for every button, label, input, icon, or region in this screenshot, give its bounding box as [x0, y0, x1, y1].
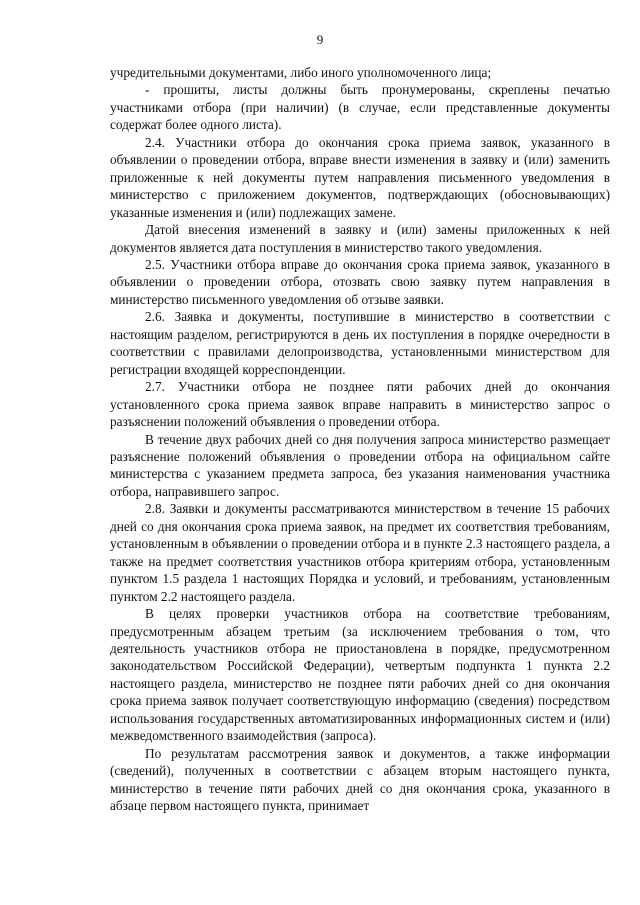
paragraph: Датой внесения изменений в заявку и (или) замены приложенных к ней документов является дата поступления в министерство такого уведомления.	[110, 222, 610, 255]
paragraph: В течение двух рабочих дней со дня получения запроса министерство размещает разъяснение положений объявления о проведении отбора на официальном сайте министерства с указанием предмета запроса, без указания наименования участника отбора, направившего запрос.	[110, 431, 610, 499]
page-number: 9	[316, 32, 324, 47]
paragraph: По результатам рассмотрения заявок и документов, а также информации (сведений), полученных в соответствии с абзацем вторым настоящего пункта, министерство в течение пяти рабочих дней со дня окончания срока, указанного в абзаце первом настоящего пункта, принимает	[110, 745, 610, 814]
document-body	[110, 64, 610, 814]
paragraph: 2.4. Участники отбора до окончания срока приема заявок, указанного в объявлении о проведении отбора, вправе внести изменения в заявку и (или) заменить приложенные к ней документы путем направления письменного уведомления в министерство с приложением документов, подтверждающих (обосновывающих) указанные изменения и (или) подлежащих замене.	[110, 134, 610, 220]
paragraph: 2.7. Участники отбора не позднее пяти рабочих дней до окончания установленного срока приема заявок вправе направить в министерство запрос о разъяснении положений объявления о проведении отбора.	[110, 379, 610, 430]
paragraph: - прошиты, листы должны быть пронумерованы, скреплены печатью участниками отбора (при наличии) (в случае, если представленные документы содержат более одного листа).	[110, 82, 610, 133]
paragraph: 2.6. Заявка и документы, поступившие в министерство в соответствии с настоящим разделом, регистрируются в день их поступления в порядке очередности в соответствии с правилами делопроизводства, установленными министерством для регистрации входящей корреспонденции.	[110, 309, 610, 377]
paragraph: В целях проверки участников отбора на соответствие требованиям, предусмотренным абзацем третьим (за исключением требования о том, что деятельность участников отбора не приостановлена в порядке, предусмотренном законодательством Российской Федерации), четвертым подпункта 1 пункта 2.2 настоящего раздела, министерство не позднее пяти рабочих дней со дня окончания срока приема заявок получает соответствующую информацию (сведения) посредством использования государственных автоматизированных информационных систем и (или) межведомственного взаимодействия (запроса).	[110, 606, 610, 744]
paragraph: 2.5. Участники отбора вправе до окончания срока приема заявок, указанного в объявлении о проведении отбора, отозвать свою заявку путем направления в министерство письменного уведомления об отзыве заявки.	[110, 256, 610, 307]
paragraph: учредительными документами, либо иного уполномоченного лица;	[110, 65, 492, 80]
paragraph: 2.8. Заявки и документы рассматриваются министерством в течение 15 рабочих дней со дня окончания срока приема заявок, на предмет их соответствия требованиям, установленным в объявлении о проведении отбора и в пункте 2.3 настоящего раздела, а также на предмет соответствия участников отбора критериям отбора, установленным пунктом 1.5 раздела 1 настоящих Порядка и условий, и требованиям, установленным пунктом 2.2 настоящего раздела.	[110, 501, 610, 604]
